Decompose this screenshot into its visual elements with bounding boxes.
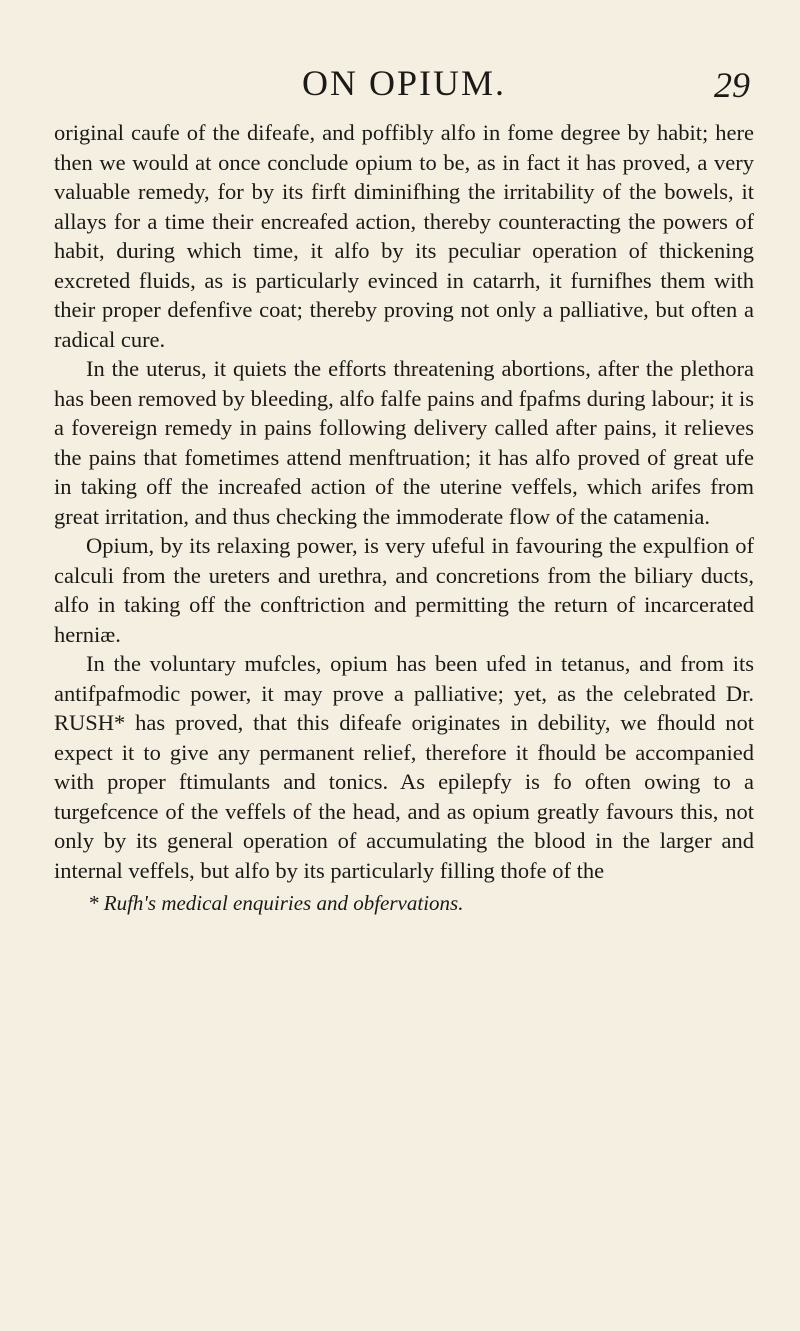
running-head xyxy=(54,62,754,118)
running-title: ON OPIUM. xyxy=(301,63,506,103)
page-number: 29 xyxy=(714,65,750,105)
paragraph: original caufe of the difeafe, and poffibly alfo in fome degree by habit; here then we would at once conclude opium to be, as in fact it has proved, a very valuable remedy, for by its firft diminifhing the irritability of the bowels, it allays for a time their encreafed action, thereby counteracting the powers of habit, during which time, it alfo by its peculiar operation of thickening excreted fluids, as is particularly evinced in catarrh, it furnifhes them with their proper defenfive coat; thereby proving not only a palliative, but often a radical cure. xyxy=(54,120,754,352)
paragraph: In the uterus, it quiets the efforts threatening abortions, after the plethora has been removed by bleeding, alfo falfe pains and fpafms during labour; it is a fovereign remedy in pains following delivery called after pains, it relieves the pains that fometimes attend menftruation; it has alfo proved of great ufe in taking off the increafed action of the uterine veffels, which arifes from great irritation, and thus checking the immoderate flow of the catamenia. xyxy=(54,356,754,529)
paragraph: In the voluntary mufcles, opium has been ufed in tetanus, and from its antifpafmodic power, it may prove a palliative; yet, as the celebrated Dr. RUSH* has proved, that this difeafe originates in debility, we fhould not expect it to give any permanent relief, therefore it fhould be accompanied with proper ftimulants and tonics. As epilepfy is fo often owing to a turgefcence of the veffels of the head, and as opium greatly favours this, not only by its general operation of accumulating the blood in the larger and internal veffels, but alfo by its particularly filling thofe of the xyxy=(54,651,754,883)
footnote: * Rufh's medical enquiries and obfervations. xyxy=(88,891,464,915)
body-text xyxy=(54,118,754,885)
paragraph: Opium, by its relaxing power, is very ufeful in favouring the expulfion of calculi from the ureters and urethra, and concretions from the biliary ducts, alfo in taking off the conftriction and permitting the return of incarcerated herniæ. xyxy=(54,533,754,647)
